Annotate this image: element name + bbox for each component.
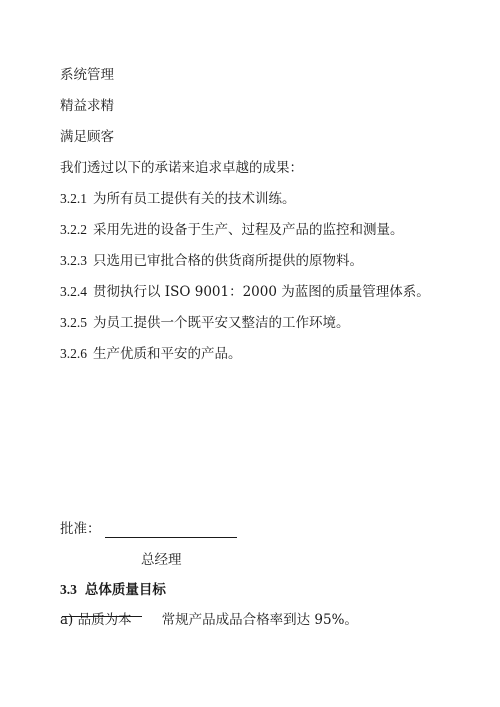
commitment-item [60, 283, 430, 301]
approval-signature-row [60, 520, 237, 538]
item-text: 为员工提供一个既平安又整洁的工作环境。 [93, 315, 350, 331]
signature-line [105, 523, 237, 538]
section-heading [60, 581, 166, 599]
item-text: 采用先进的设备于生产、过程及产品的监控和测量。 [93, 222, 404, 238]
commitment-item [60, 345, 242, 363]
strikethrough-mark [62, 616, 142, 617]
commitment-item [60, 221, 404, 239]
goal-prefix: a) 品质为本 [60, 611, 132, 629]
item-number: 3.2.2 [60, 222, 87, 237]
section-number: 3.3 [60, 582, 77, 597]
item-text: 为所有员工提供有关的技术训练。 [93, 191, 296, 207]
item-text: 只选用已审批合格的供货商所提供的原物料。 [93, 253, 363, 269]
quality-goal-item [60, 611, 358, 629]
commitment-intro: 我们透过以下的承诺来追求卓越的成果： [60, 160, 303, 176]
item-number: 3.2.1 [60, 191, 87, 206]
commitment-item [60, 314, 350, 332]
item-number: 3.2.4 [60, 284, 87, 299]
principle-customer-satisfaction: 满足顾客 [60, 129, 114, 145]
item-number: 3.2.6 [60, 346, 87, 361]
commitment-item [60, 252, 363, 270]
item-text: 贯彻执行以 ISO 9001：2000 为蓝图的质量管理体系。 [93, 284, 430, 300]
approval-label: 批准： [60, 521, 101, 537]
commitment-item [60, 190, 296, 208]
item-number: 3.2.3 [60, 253, 87, 268]
principle-system-management: 系统管理 [60, 67, 114, 83]
goal-text: 常规产品成品合格率到达 95%。 [161, 612, 358, 628]
item-number: 3.2.5 [60, 315, 87, 330]
principle-excellence: 精益求精 [60, 98, 114, 114]
approver-role: 总经理 [141, 552, 182, 568]
item-text: 生产优质和平安的产品。 [93, 346, 242, 362]
section-title: 总体质量目标 [84, 582, 166, 598]
